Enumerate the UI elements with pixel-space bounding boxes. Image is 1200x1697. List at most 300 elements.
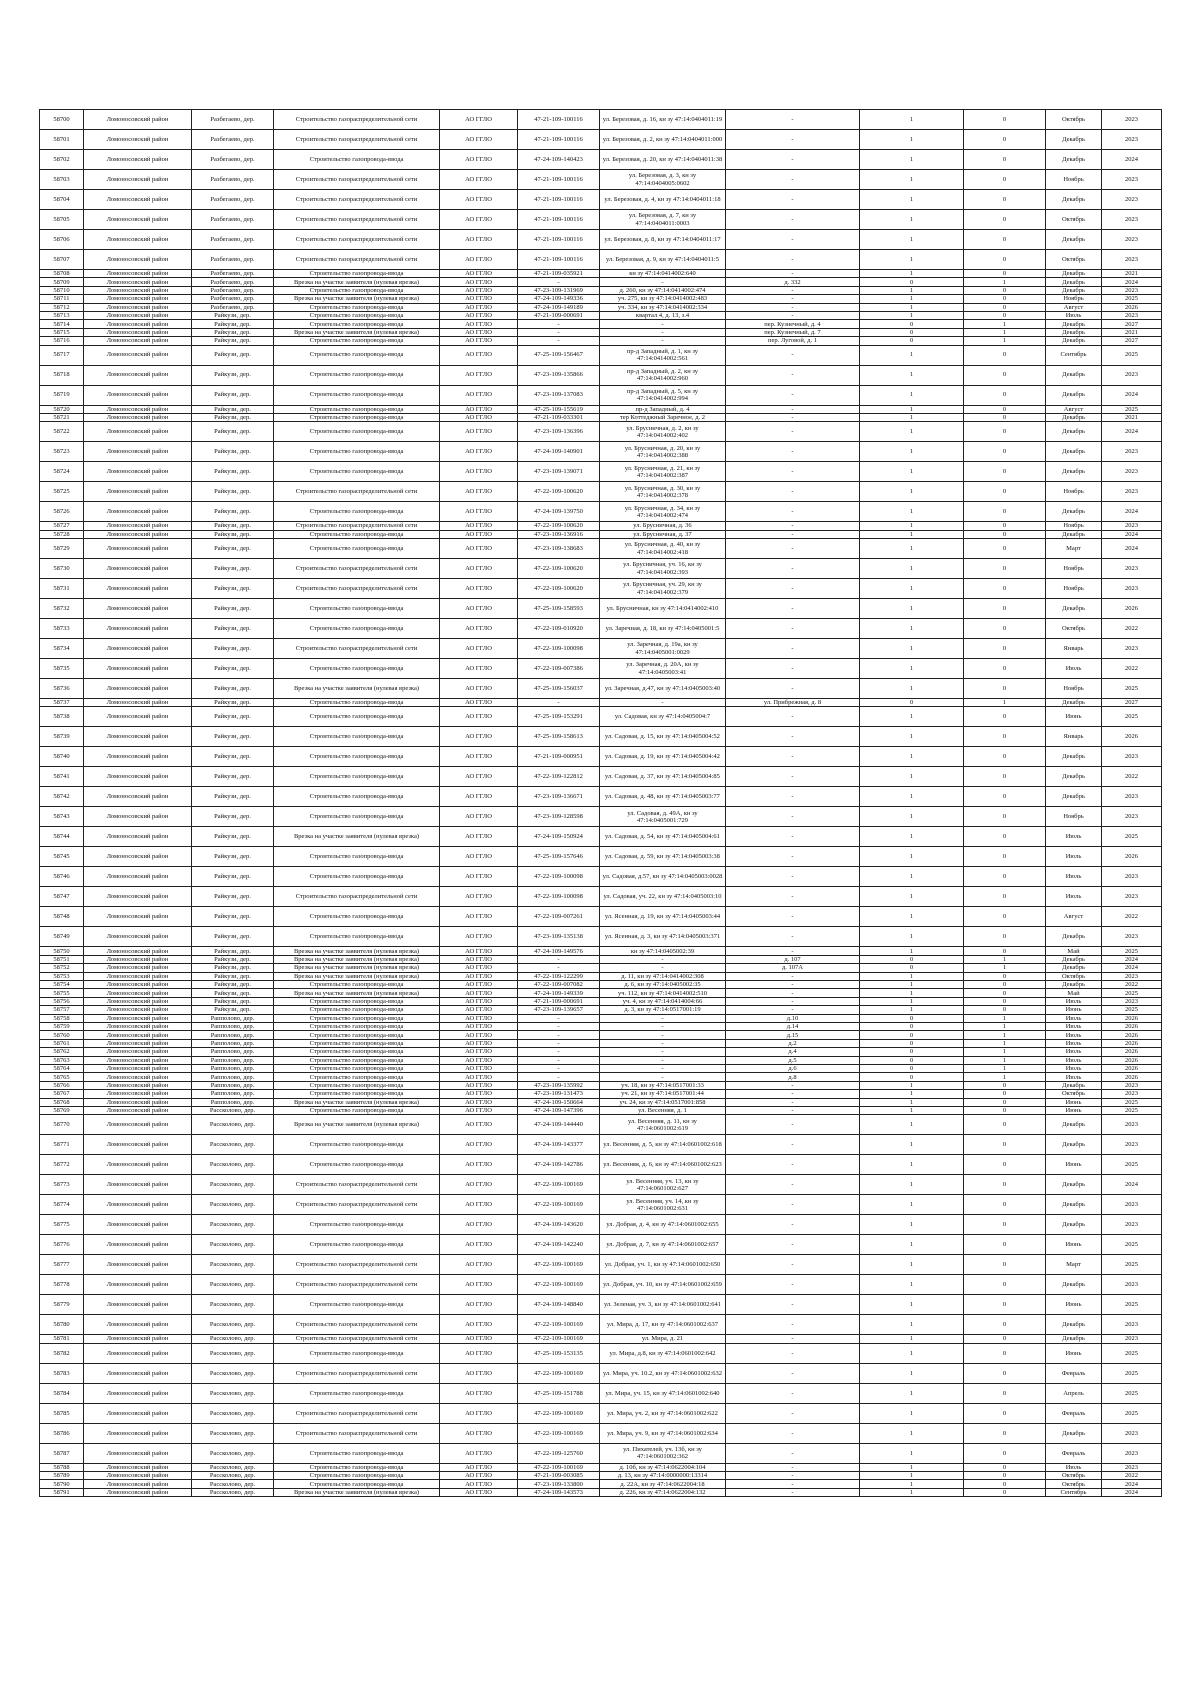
cell-locality: Разбегаево, дер. bbox=[192, 130, 274, 150]
cell-org: АО ГГЛО bbox=[440, 727, 518, 747]
cell-month: Декабрь bbox=[1046, 767, 1102, 787]
cell-code: 47-24-109-144440 bbox=[518, 1115, 600, 1135]
cell-address: ул. Добрая, д. 7, кн зу 47:14:0601002:657 bbox=[600, 1235, 726, 1255]
cell-b: 0 bbox=[964, 442, 1046, 462]
table-row bbox=[40, 303, 1162, 311]
cell-code: 47-23-109-131473 bbox=[518, 1090, 600, 1098]
cell-code: - bbox=[518, 1014, 600, 1022]
cell-locality: Рапполово, дер. bbox=[192, 1081, 274, 1089]
cell-year: 2022 bbox=[1102, 659, 1162, 679]
cell-address: ул. Садовая, уч. 22, кн зу 47:14:0405003:10 bbox=[600, 887, 726, 907]
cell-year: 2023 bbox=[1102, 311, 1162, 319]
cell-id: 58779 bbox=[40, 1295, 84, 1315]
cell-work: Строительство газораспределительной сети bbox=[274, 1363, 440, 1383]
cell-a: 1 bbox=[860, 767, 964, 787]
cell-b: 0 bbox=[964, 462, 1046, 482]
cell-code: 47-21-109-000691 bbox=[518, 311, 600, 319]
cell-b: 0 bbox=[964, 210, 1046, 230]
cell-org: АО ГГЛО bbox=[440, 170, 518, 190]
cell-code: 47-22-109-100169 bbox=[518, 1315, 600, 1335]
cell-year: 2023 bbox=[1102, 1215, 1162, 1235]
cell-year: 2023 bbox=[1102, 1195, 1162, 1215]
cell-code: 47-24-109-148840 bbox=[518, 1295, 600, 1315]
cell-year: 2023 bbox=[1102, 170, 1162, 190]
cell-work: Строительство газопровода-ввода bbox=[274, 1135, 440, 1155]
cell-address: ул. Брусничная, д. 20, кн зу 47:14:0414002:388 bbox=[600, 442, 726, 462]
cell-address: ул. Березовая, д. 7, кн зу 47:14:0404011:0003 bbox=[600, 210, 726, 230]
cell-district: Ломоносовский район bbox=[84, 1215, 192, 1235]
cell-address: - bbox=[600, 1039, 726, 1047]
cell-b: 0 bbox=[964, 1081, 1046, 1089]
cell-district: Ломоносовский район bbox=[84, 210, 192, 230]
cell-a: 1 bbox=[860, 1275, 964, 1295]
cell-year: 2024 bbox=[1102, 385, 1162, 405]
cell-locality: Рассколово, дер. bbox=[192, 1363, 274, 1383]
cell-district: Ломоносовский район bbox=[84, 328, 192, 336]
cell-month: Июнь bbox=[1046, 1006, 1102, 1014]
cell-district: Ломоносовский район bbox=[84, 1235, 192, 1255]
cell-id: 58746 bbox=[40, 867, 84, 887]
cell-year: 2023 bbox=[1102, 1135, 1162, 1155]
cell-a: 1 bbox=[860, 1488, 964, 1496]
cell-district: Ломоносовский район bbox=[84, 659, 192, 679]
cell-address: ул. Заречная, д.47, кн зу 47:14:0405003:40 bbox=[600, 679, 726, 699]
cell-work: Строительство газопровода-ввода bbox=[274, 539, 440, 559]
cell-extra: - bbox=[726, 1090, 860, 1098]
cell-b: 0 bbox=[964, 1335, 1046, 1343]
cell-b: 0 bbox=[964, 947, 1046, 955]
cell-code: - bbox=[518, 1064, 600, 1072]
cell-org: АО ГГЛО bbox=[440, 230, 518, 250]
cell-locality: Райкузи, дер. bbox=[192, 659, 274, 679]
cell-code: 47-23-109-135992 bbox=[518, 1081, 600, 1089]
cell-locality: Райкузи, дер. bbox=[192, 337, 274, 345]
cell-b: 0 bbox=[964, 807, 1046, 827]
cell-extra: - bbox=[726, 989, 860, 997]
cell-month: Декабрь bbox=[1046, 1423, 1102, 1443]
cell-b: 0 bbox=[964, 110, 1046, 130]
cell-id: 58717 bbox=[40, 345, 84, 365]
cell-work: Строительство газопровода-ввода bbox=[274, 1463, 440, 1471]
cell-address: тер Коттеджный Заречное, д. 2 bbox=[600, 413, 726, 421]
cell-a: 1 bbox=[860, 997, 964, 1005]
cell-year: 2025 bbox=[1102, 1403, 1162, 1423]
cell-address: д. 6, кн зу 47:14:0405002:35 bbox=[600, 981, 726, 989]
cell-locality: Райкузи, дер. bbox=[192, 907, 274, 927]
cell-extra: - bbox=[726, 230, 860, 250]
cell-id: 58770 bbox=[40, 1115, 84, 1135]
table-row bbox=[40, 422, 1162, 442]
cell-work: Строительство газопровода-ввода bbox=[274, 1443, 440, 1463]
table-row bbox=[40, 972, 1162, 980]
cell-id: 58727 bbox=[40, 522, 84, 530]
cell-locality: Райкузи, дер. bbox=[192, 413, 274, 421]
cell-month: Декабрь bbox=[1046, 1175, 1102, 1195]
cell-locality: Райкузи, дер. bbox=[192, 847, 274, 867]
table-row bbox=[40, 250, 1162, 270]
cell-year: 2024 bbox=[1102, 964, 1162, 972]
table-row bbox=[40, 827, 1162, 847]
cell-a: 0 bbox=[860, 1014, 964, 1022]
cell-locality: Райкузи, дер. bbox=[192, 579, 274, 599]
cell-district: Ломоносовский район bbox=[84, 1275, 192, 1295]
cell-address: ул. Заречная, д. 19а, кн зу 47:14:0405001:0029 bbox=[600, 639, 726, 659]
cell-b: 0 bbox=[964, 989, 1046, 997]
cell-district: Ломоносовский район bbox=[84, 1295, 192, 1315]
cell-extra: - bbox=[726, 867, 860, 887]
cell-id: 58732 bbox=[40, 599, 84, 619]
cell-district: Ломоносовский район bbox=[84, 767, 192, 787]
cell-district: Ломоносовский район bbox=[84, 639, 192, 659]
cell-address: уч. 21, кн зу 47:14:0517001:44 bbox=[600, 1090, 726, 1098]
cell-work: Строительство газопровода-ввода bbox=[274, 1022, 440, 1030]
cell-b: 0 bbox=[964, 170, 1046, 190]
cell-month: Июль bbox=[1046, 827, 1102, 847]
table-row bbox=[40, 981, 1162, 989]
table-row bbox=[40, 1048, 1162, 1056]
cell-locality: Рапполово, дер. bbox=[192, 1098, 274, 1106]
cell-address: - bbox=[600, 1022, 726, 1030]
cell-locality: Рассколово, дер. bbox=[192, 1463, 274, 1471]
cell-locality: Рассколово, дер. bbox=[192, 1215, 274, 1235]
cell-a: 0 bbox=[860, 1031, 964, 1039]
cell-code: 47-21-109-100116 bbox=[518, 170, 600, 190]
cell-id: 58729 bbox=[40, 539, 84, 559]
cell-locality: Райкузи, дер. bbox=[192, 927, 274, 947]
cell-district: Ломоносовский район bbox=[84, 679, 192, 699]
cell-code: - bbox=[518, 964, 600, 972]
cell-work: Строительство газораспределительной сети bbox=[274, 1315, 440, 1335]
table-row bbox=[40, 989, 1162, 997]
cell-code: 47-24-109-140423 bbox=[518, 150, 600, 170]
cell-locality: Райкузи, дер. bbox=[192, 639, 274, 659]
cell-a: 0 bbox=[860, 328, 964, 336]
cell-locality: Рассколово, дер. bbox=[192, 1135, 274, 1155]
cell-code: 47-25-109-156037 bbox=[518, 679, 600, 699]
cell-a: 1 bbox=[860, 1443, 964, 1463]
cell-org: АО ГГЛО bbox=[440, 964, 518, 972]
cell-org: АО ГГЛО bbox=[440, 972, 518, 980]
cell-id: 58731 bbox=[40, 579, 84, 599]
cell-a: 1 bbox=[860, 599, 964, 619]
cell-code: 47-22-109-100169 bbox=[518, 1195, 600, 1215]
cell-district: Ломоносовский район bbox=[84, 1423, 192, 1443]
cell-id: 58760 bbox=[40, 1031, 84, 1039]
cell-year: 2025 bbox=[1102, 1255, 1162, 1275]
cell-extra: д.14 bbox=[726, 1022, 860, 1030]
cell-address: ул. Садовая, д. 54, кн зу 47:14:0405004:61 bbox=[600, 827, 726, 847]
cell-code: 47-22-109-100169 bbox=[518, 1335, 600, 1343]
cell-locality: Райкузи, дер. bbox=[192, 345, 274, 365]
cell-code: 47-23-109-133800 bbox=[518, 1480, 600, 1488]
cell-id: 58752 bbox=[40, 964, 84, 972]
cell-org: АО ГГЛО bbox=[440, 210, 518, 230]
cell-org: АО ГГЛО bbox=[440, 907, 518, 927]
cell-extra: д. 107А bbox=[726, 964, 860, 972]
table-row bbox=[40, 1195, 1162, 1215]
cell-a: 1 bbox=[860, 385, 964, 405]
cell-address: ул. Мира, д. 21 bbox=[600, 1335, 726, 1343]
cell-a: 1 bbox=[860, 1315, 964, 1335]
cell-a: 1 bbox=[860, 462, 964, 482]
cell-extra: - bbox=[726, 210, 860, 230]
cell-id: 58767 bbox=[40, 1090, 84, 1098]
cell-extra: д.15 bbox=[726, 1031, 860, 1039]
cell-id: 58709 bbox=[40, 278, 84, 286]
cell-year: 2026 bbox=[1102, 1022, 1162, 1030]
cell-id: 58783 bbox=[40, 1363, 84, 1383]
table-row bbox=[40, 947, 1162, 955]
cell-b: 0 bbox=[964, 1215, 1046, 1235]
cell-a: 1 bbox=[860, 981, 964, 989]
cell-code: - bbox=[518, 278, 600, 286]
cell-org: АО ГГЛО bbox=[440, 767, 518, 787]
table-row bbox=[40, 1106, 1162, 1114]
cell-locality: Райкузи, дер. bbox=[192, 699, 274, 707]
table-row bbox=[40, 1090, 1162, 1098]
cell-code: - bbox=[518, 1031, 600, 1039]
cell-work: Строительство газопровода-ввода bbox=[274, 867, 440, 887]
cell-code: 47-21-109-000691 bbox=[518, 997, 600, 1005]
cell-id: 58778 bbox=[40, 1275, 84, 1295]
cell-b: 1 bbox=[964, 1056, 1046, 1064]
cell-a: 1 bbox=[860, 1106, 964, 1114]
cell-district: Ломоносовский район bbox=[84, 1006, 192, 1014]
cell-org: АО ГГЛО bbox=[440, 1335, 518, 1343]
cell-locality: Рассколово, дер. bbox=[192, 1235, 274, 1255]
cell-a: 1 bbox=[860, 190, 964, 210]
cell-org: АО ГГЛО bbox=[440, 1472, 518, 1480]
cell-year: 2026 bbox=[1102, 847, 1162, 867]
cell-extra: - bbox=[726, 767, 860, 787]
table-row bbox=[40, 482, 1162, 502]
cell-district: Ломоносовский район bbox=[84, 1363, 192, 1383]
cell-id: 58715 bbox=[40, 328, 84, 336]
cell-org: АО ГГЛО bbox=[440, 295, 518, 303]
table-row bbox=[40, 1255, 1162, 1275]
cell-month: Декабрь bbox=[1046, 964, 1102, 972]
cell-extra: - bbox=[726, 1423, 860, 1443]
cell-year: 2023 bbox=[1102, 1115, 1162, 1135]
cell-month: Декабрь bbox=[1046, 699, 1102, 707]
cell-month: Июль bbox=[1046, 887, 1102, 907]
cell-code: 47-22-109-007082 bbox=[518, 981, 600, 989]
cell-district: Ломоносовский район bbox=[84, 413, 192, 421]
cell-a: 0 bbox=[860, 1056, 964, 1064]
cell-month: Ноябрь bbox=[1046, 170, 1102, 190]
cell-extra: - bbox=[726, 981, 860, 989]
cell-year: 2024 bbox=[1102, 150, 1162, 170]
cell-id: 58777 bbox=[40, 1255, 84, 1275]
cell-address: - bbox=[600, 337, 726, 345]
cell-extra: - bbox=[726, 747, 860, 767]
cell-b: 0 bbox=[964, 1343, 1046, 1363]
cell-month: Ноябрь bbox=[1046, 579, 1102, 599]
cell-work: Строительство газораспределительной сети bbox=[274, 1335, 440, 1343]
cell-locality: Райкузи, дер. bbox=[192, 679, 274, 699]
cell-month: Август bbox=[1046, 303, 1102, 311]
cell-org: АО ГГЛО bbox=[440, 1155, 518, 1175]
cell-b: 0 bbox=[964, 1098, 1046, 1106]
cell-org: АО ГГЛО bbox=[440, 659, 518, 679]
cell-code: 47-24-109-139750 bbox=[518, 502, 600, 522]
cell-b: 0 bbox=[964, 1155, 1046, 1175]
cell-district: Ломоносовский район bbox=[84, 1039, 192, 1047]
table-row bbox=[40, 539, 1162, 559]
cell-b: 0 bbox=[964, 530, 1046, 538]
cell-work: Строительство газопровода-ввода bbox=[274, 847, 440, 867]
table-row bbox=[40, 1175, 1162, 1195]
cell-year: 2023 bbox=[1102, 442, 1162, 462]
cell-address: д. 13, кн зу 47:14:0000000:13314 bbox=[600, 1472, 726, 1480]
cell-org: АО ГГЛО bbox=[440, 190, 518, 210]
cell-address: ул. Весенняя, д. 5, кн зу 47:14:0601002:618 bbox=[600, 1135, 726, 1155]
cell-district: Ломоносовский район bbox=[84, 1463, 192, 1471]
cell-month: Декабрь bbox=[1046, 442, 1102, 462]
cell-year: 2023 bbox=[1102, 559, 1162, 579]
cell-work: Строительство газораспределительной сети bbox=[274, 1195, 440, 1215]
cell-extra: - bbox=[726, 482, 860, 502]
cell-a: 1 bbox=[860, 1255, 964, 1275]
cell-id: 58721 bbox=[40, 413, 84, 421]
cell-year: 2027 bbox=[1102, 699, 1162, 707]
cell-id: 58744 bbox=[40, 827, 84, 847]
cell-id: 58763 bbox=[40, 1056, 84, 1064]
cell-year: 2022 bbox=[1102, 981, 1162, 989]
cell-work: Строительство газопровода-ввода bbox=[274, 1081, 440, 1089]
cell-b: 0 bbox=[964, 1090, 1046, 1098]
cell-extra: - bbox=[726, 413, 860, 421]
cell-b: 0 bbox=[964, 827, 1046, 847]
cell-month: Июль bbox=[1046, 1073, 1102, 1081]
cell-work: Строительство газораспределительной сети bbox=[274, 130, 440, 150]
cell-b: 0 bbox=[964, 639, 1046, 659]
cell-a: 1 bbox=[860, 947, 964, 955]
cell-month: Июль bbox=[1046, 847, 1102, 867]
cell-extra: - bbox=[726, 887, 860, 907]
cell-work: Строительство газопровода-ввода bbox=[274, 907, 440, 927]
table-row bbox=[40, 210, 1162, 230]
cell-month: Июнь bbox=[1046, 1106, 1102, 1114]
cell-year: 2023 bbox=[1102, 747, 1162, 767]
cell-a: 1 bbox=[860, 659, 964, 679]
cell-address: ул. Садовая, д.57, кн зу 47:14:0405003:0028 bbox=[600, 867, 726, 887]
table-row bbox=[40, 955, 1162, 963]
cell-locality: Райкузи, дер. bbox=[192, 385, 274, 405]
cell-year: 2025 bbox=[1102, 345, 1162, 365]
cell-id: 58737 bbox=[40, 699, 84, 707]
cell-month: Июль bbox=[1046, 1463, 1102, 1471]
cell-work: Строительство газопровода-ввода bbox=[274, 997, 440, 1005]
cell-id: 58781 bbox=[40, 1335, 84, 1343]
table-row bbox=[40, 964, 1162, 972]
cell-locality: Рассколово, дер. bbox=[192, 1335, 274, 1343]
cell-work: Строительство газопровода-ввода bbox=[274, 1090, 440, 1098]
table-row bbox=[40, 337, 1162, 345]
cell-id: 58736 bbox=[40, 679, 84, 699]
cell-extra: - bbox=[726, 1472, 860, 1480]
cell-extra: д.2 bbox=[726, 1039, 860, 1047]
cell-district: Ломоносовский район bbox=[84, 981, 192, 989]
cell-extra: - bbox=[726, 311, 860, 319]
table-row bbox=[40, 1403, 1162, 1423]
cell-id: 58734 bbox=[40, 639, 84, 659]
cell-address: д. 11, кн зу 47:14:0414002:308 bbox=[600, 972, 726, 980]
cell-org: АО ГГЛО bbox=[440, 787, 518, 807]
cell-month: Октябрь bbox=[1046, 110, 1102, 130]
cell-address: ул. Садовая, д. 19, кн зу 47:14:0405004:42 bbox=[600, 747, 726, 767]
cell-b: 0 bbox=[964, 190, 1046, 210]
cell-locality: Рассколово, дер. bbox=[192, 1472, 274, 1480]
cell-a: 0 bbox=[860, 699, 964, 707]
cell-locality: Райкузи, дер. bbox=[192, 981, 274, 989]
cell-org: АО ГГЛО bbox=[440, 847, 518, 867]
cell-id: 58755 bbox=[40, 989, 84, 997]
cell-id: 58765 bbox=[40, 1073, 84, 1081]
cell-work: Врезка на участке заявителя (нулевая врезка) bbox=[274, 295, 440, 303]
cell-b: 1 bbox=[964, 1014, 1046, 1022]
cell-work: Строительство газопровода-ввода bbox=[274, 807, 440, 827]
cell-locality: Рассколово, дер. bbox=[192, 1315, 274, 1335]
cell-month: Апрель bbox=[1046, 1383, 1102, 1403]
cell-a: 1 bbox=[860, 303, 964, 311]
cell-org: АО ГГЛО bbox=[440, 1006, 518, 1014]
table-row bbox=[40, 1295, 1162, 1315]
cell-work: Строительство газопровода-ввода bbox=[274, 1048, 440, 1056]
cell-code: 47-23-109-135866 bbox=[518, 365, 600, 385]
cell-a: 1 bbox=[860, 1195, 964, 1215]
cell-work: Врезка на участке заявителя (нулевая врезка) bbox=[274, 1488, 440, 1496]
cell-code: 47-23-109-128598 bbox=[518, 807, 600, 827]
cell-extra: д. 332 bbox=[726, 278, 860, 286]
cell-code: 47-22-109-100169 bbox=[518, 1403, 600, 1423]
table-row bbox=[40, 1064, 1162, 1072]
cell-b: 0 bbox=[964, 130, 1046, 150]
cell-a: 1 bbox=[860, 270, 964, 278]
cell-b: 0 bbox=[964, 522, 1046, 530]
cell-org: АО ГГЛО bbox=[440, 1098, 518, 1106]
cell-org: АО ГГЛО bbox=[440, 1255, 518, 1275]
cell-work: Строительство газораспределительной сети bbox=[274, 1423, 440, 1443]
cell-b: 0 bbox=[964, 502, 1046, 522]
cell-district: Ломоносовский район bbox=[84, 1175, 192, 1195]
cell-org: АО ГГЛО bbox=[440, 422, 518, 442]
cell-district: Ломоносовский район bbox=[84, 619, 192, 639]
cell-address: - bbox=[600, 1014, 726, 1022]
cell-id: 58703 bbox=[40, 170, 84, 190]
table-row bbox=[40, 1039, 1162, 1047]
cell-extra: - bbox=[726, 827, 860, 847]
cell-a: 1 bbox=[860, 679, 964, 699]
cell-address: - bbox=[600, 278, 726, 286]
cell-org: АО ГГЛО bbox=[440, 827, 518, 847]
cell-address: - bbox=[600, 1064, 726, 1072]
cell-extra: д. 107 bbox=[726, 955, 860, 963]
cell-month: Октябрь bbox=[1046, 1480, 1102, 1488]
cell-org: АО ГГЛО bbox=[440, 747, 518, 767]
cell-org: АО ГГЛО bbox=[440, 250, 518, 270]
table-row bbox=[40, 1363, 1162, 1383]
cell-org: АО ГГЛО bbox=[440, 502, 518, 522]
cell-b: 1 bbox=[964, 1064, 1046, 1072]
cell-address: ул. Брусничная, д. 2, кн зу 47:14:0414002:402 bbox=[600, 422, 726, 442]
table-row bbox=[40, 787, 1162, 807]
table-row bbox=[40, 320, 1162, 328]
cell-extra: - bbox=[726, 250, 860, 270]
cell-a: 1 bbox=[860, 1343, 964, 1363]
cell-id: 58701 bbox=[40, 130, 84, 150]
cell-b: 0 bbox=[964, 150, 1046, 170]
